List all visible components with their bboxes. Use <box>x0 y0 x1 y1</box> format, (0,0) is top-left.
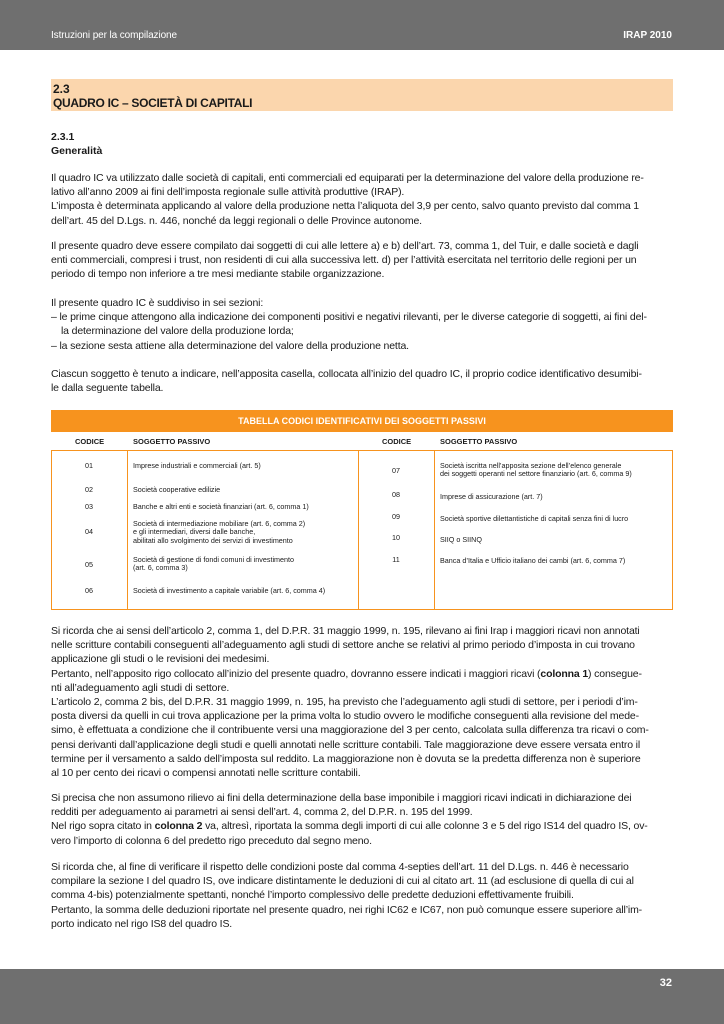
text-line: Pertanto, la somma delle deduzioni riportate nel presente quadro, nei righi IC62 e IC67, non può comunque essere superiore all’im- <box>51 903 643 916</box>
table-cell-subject <box>440 462 670 479</box>
paragraph-higher-revenues <box>51 624 675 780</box>
text-line: Si precisa che non assumono rilievo ai fini della determinazione della base imponibile i maggiori ricavi indicati in dichiarazione dei <box>51 792 632 804</box>
table-cell-code: 04 <box>85 527 93 536</box>
subject-codes-table <box>51 410 673 610</box>
text-line: enti commerciali, compresi i trust, non residenti di cui alla successiva lett. d) per l’attività esercitata nel territorio delle regioni per un <box>51 254 637 267</box>
cell-line: Società di gestione di fondi comuni di investimento <box>133 555 295 564</box>
text-run: Pertanto, nell’apposito rigo collocato all’inizio del presente quadro, dovranno essere indicati i maggiori ricavi ( <box>51 667 541 680</box>
text-line: posta diversi da quelli in cui trova applicazione per la prima volta lo studio ovvero le modifiche conseguenti alla revisione del mede- <box>51 710 639 723</box>
table-body <box>51 451 673 610</box>
cell-line: Società iscritta nell’apposita sezione dell’elenco generale <box>440 461 622 470</box>
table-cell-code: 03 <box>85 502 93 511</box>
subsection-title: Generalità <box>51 145 103 157</box>
page-footer <box>0 969 724 1024</box>
text-line: nelle scritture contabili conseguenti all’adeguamento agli studi di settore anche se relativi al primo periodo d’imposta in cui trovano <box>51 639 635 652</box>
text-line: periodo di tempo non inferiore a tre mesi mediante stabile organizzazione. <box>51 268 385 281</box>
text-line: la determinazione del valore della produzione lorda; <box>61 325 294 338</box>
text-line: compilare la sezione I del quadro IS, ove indicare distintamente le deduzioni di cui al citato art. 11 (ad esclusione di quella di cui al <box>51 875 634 888</box>
text-line: simo, è effettuata a condizione che il contribuente versi una maggiorazione del 3 per cento, calcolata sulla differenza tra ricavi o com- <box>51 724 649 737</box>
text-run: va, altresì, riportata la somma degli importi di cui alle colonne 3 e 5 del rigo IS14 del quadro IS, ov- <box>202 820 648 833</box>
table-cell-subject <box>440 557 670 565</box>
table-cell-subject <box>133 503 353 511</box>
text-line: L’imposta è determinata applicando al valore della produzione netta l’aliquota del 3,9 per cento, salvo quanto previsto dal comma 1 <box>51 200 639 213</box>
text-line: – le prime cinque attengono alla indicazione dei componenti positivi e negativi rilevanti, per le diverse categorie di soggetti, ai fini del- <box>51 311 647 324</box>
text-line: lativo all’anno 2009 ai fini dell’imposta regionale sulle attività produttive (IRAP). <box>51 186 405 199</box>
table-cell-code: 02 <box>85 485 93 494</box>
text-line: pensi derivanti dall’applicazione degli studi e quelli annotati nelle scritture contabili. Tale maggiorazione deve essere versata entro il <box>51 738 641 751</box>
table-cell-code: 07 <box>392 466 400 475</box>
cell-line: Società cooperative edilizie <box>133 485 221 494</box>
text-line: L’articolo 2, comma 2 bis, del D.P.R. 31 maggio 1999, n. 195, ha previsto che l’adeguamento agli studi di settore, per i periodi d’im- <box>51 696 638 709</box>
table-divider <box>127 451 128 609</box>
cell-line: Banca d’Italia e Ufficio italiano dei cambi (art. 6, comma 7) <box>440 556 626 565</box>
paragraph-code-instruction <box>51 367 675 395</box>
section-title: QUADRO IC – SOCIETÀ DI CAPITALI <box>53 96 253 110</box>
text-line: vero l’importo di colonna 6 del predetto rigo preceduto dal segno meno. <box>51 834 372 847</box>
cell-line: Imprese industriali e commerciali (art. 5) <box>133 461 261 470</box>
table-cell-code: 09 <box>392 512 400 521</box>
cell-line: SIIQ o SIINQ <box>440 535 482 544</box>
table-cell-code: 11 <box>392 555 400 564</box>
cell-line: Società sportive dilettantistiche di capitali senza fini di lucro <box>440 514 629 523</box>
text-line: Si ricorda che, al fine di verificare il rispetto delle condizioni poste dal comma 4-septies dell’art. 11 del D.Lgs. n. 446 è necessario <box>51 861 629 873</box>
text-line: redditi per adeguamento ai parametri ai sensi dell’art. 4, comma 2, del D.P.R. n. 195 del 1999. <box>51 806 473 819</box>
text-line: porto indicato nel rigo IS8 del quadro IS. <box>51 917 233 930</box>
paragraph-intro <box>51 171 675 228</box>
cell-line: Società di intermediazione mobiliare (art. 6, comma 2) <box>133 519 306 528</box>
page-number: 32 <box>659 977 672 989</box>
table-cell-code: 10 <box>392 533 400 542</box>
text-run: Nel rigo sopra citato in <box>51 820 155 833</box>
table-cell-code: 06 <box>85 586 93 595</box>
table-divider <box>434 451 435 609</box>
cell-line: Imprese di assicurazione (art. 7) <box>440 492 543 501</box>
cell-line: e gli intermediari, diversi dalle banche, <box>133 527 256 537</box>
text-line: Il quadro IC va utilizzato dalle società di capitali, enti commerciali ed equiparati per la determinazione del valore della produzione re- <box>51 172 644 184</box>
cell-line: (art. 6, comma 3) <box>133 563 188 573</box>
text-run: ) consegue- <box>588 667 642 680</box>
column-header-code: CODICE <box>75 437 105 446</box>
table-cell-subject <box>133 520 353 545</box>
text-line: – la sezione sesta attiene alla determinazione del valore della produzione netta. <box>51 339 409 352</box>
column-header-code: CODICE <box>382 437 412 446</box>
page-header <box>0 0 724 50</box>
table-cell-subject <box>133 556 353 573</box>
column-header-subject: SOGGETTO PASSIVO <box>133 437 211 446</box>
column-header-subject: SOGGETTO PASSIVO <box>440 437 518 446</box>
table-cell-code: 01 <box>85 461 93 470</box>
table-cell-subject <box>440 493 670 501</box>
paragraph-parameters <box>51 791 675 848</box>
text-line: nti all’adeguamento agli studi di settore. <box>51 681 230 694</box>
paragraph-deductions <box>51 860 675 931</box>
subsection-number: 2.3.1 <box>51 131 75 143</box>
table-cell-subject <box>440 536 670 544</box>
cell-line: Società di investimento a capitale variabile (art. 6, comma 4) <box>133 586 326 595</box>
table-cell-subject <box>133 587 357 595</box>
subsection-heading <box>51 130 102 158</box>
text-line <box>51 667 675 681</box>
table-cell-subject <box>133 462 353 470</box>
text-line: applicazione gli studi o le revisioni dei medesimi. <box>51 653 270 666</box>
table-cell-subject <box>440 515 670 523</box>
text-line: comma 4-bis) potenzialmente spettanti, nonché l’importo complessivo delle predette deduzioni effettivamente fruibili. <box>51 889 574 902</box>
text-line: al 10 per cento dei ricavi o compensi annotati nelle scritture contabili. <box>51 767 361 780</box>
text-line: termine per il versamento a saldo dell’imposta sul reddito. La maggiorazione non è dovuta se la predetta differenza non è superiore <box>51 752 641 765</box>
section-number: 2.3 <box>53 82 70 96</box>
text-line: Si ricorda che ai sensi dell’articolo 2, comma 1, del D.P.R. 31 maggio 1999, n. 195, rilevano ai fini Irap i maggiori ricavi non annotati <box>51 625 640 637</box>
cell-line: abilitati allo svolgimento dei servizi di investimento <box>133 535 293 545</box>
table-cell-code: 05 <box>85 560 93 569</box>
text-line: Il presente quadro IC è suddiviso in sei sezioni: <box>51 297 264 309</box>
table-title: TABELLA CODICI IDENTIFICATIVI DEI SOGGETTI PASSIVI <box>51 410 673 432</box>
table-divider <box>672 451 673 609</box>
paragraph-subjects <box>51 239 675 282</box>
header-section-label: Istruzioni per la compilazione <box>51 30 177 41</box>
cell-line: dei soggetti operanti nel settore finanziario (art. 6, comma 9) <box>440 469 632 479</box>
text-line <box>51 819 675 833</box>
paragraph-sections <box>51 296 675 353</box>
table-cell-code: 08 <box>392 490 400 499</box>
column-reference: colonna 1 <box>540 667 589 680</box>
text-line: Il presente quadro deve essere compilato dai soggetti di cui alle lettere a) e b) dell’art. 73, comma 1, del Tuir, e dalle società e dagli <box>51 240 639 252</box>
cell-line: Banche e altri enti e società finanziari (art. 6, comma 1) <box>133 502 309 511</box>
section-heading <box>51 79 673 111</box>
text-line: dell’art. 45 del D.Lgs. n. 446, nonché da leggi regionali o delle Province autonome. <box>51 214 422 227</box>
text-line: le dalla seguente tabella. <box>51 382 164 395</box>
table-header-row <box>51 432 673 451</box>
header-document-title: IRAP 2010 <box>623 30 672 41</box>
column-reference: colonna 2 <box>154 820 203 833</box>
text-line: Ciascun soggetto è tenuto a indicare, nell’apposita casella, collocata all’inizio del quadro IC, il proprio codice identificativo desumibi- <box>51 368 642 380</box>
table-cell-subject <box>133 486 353 494</box>
